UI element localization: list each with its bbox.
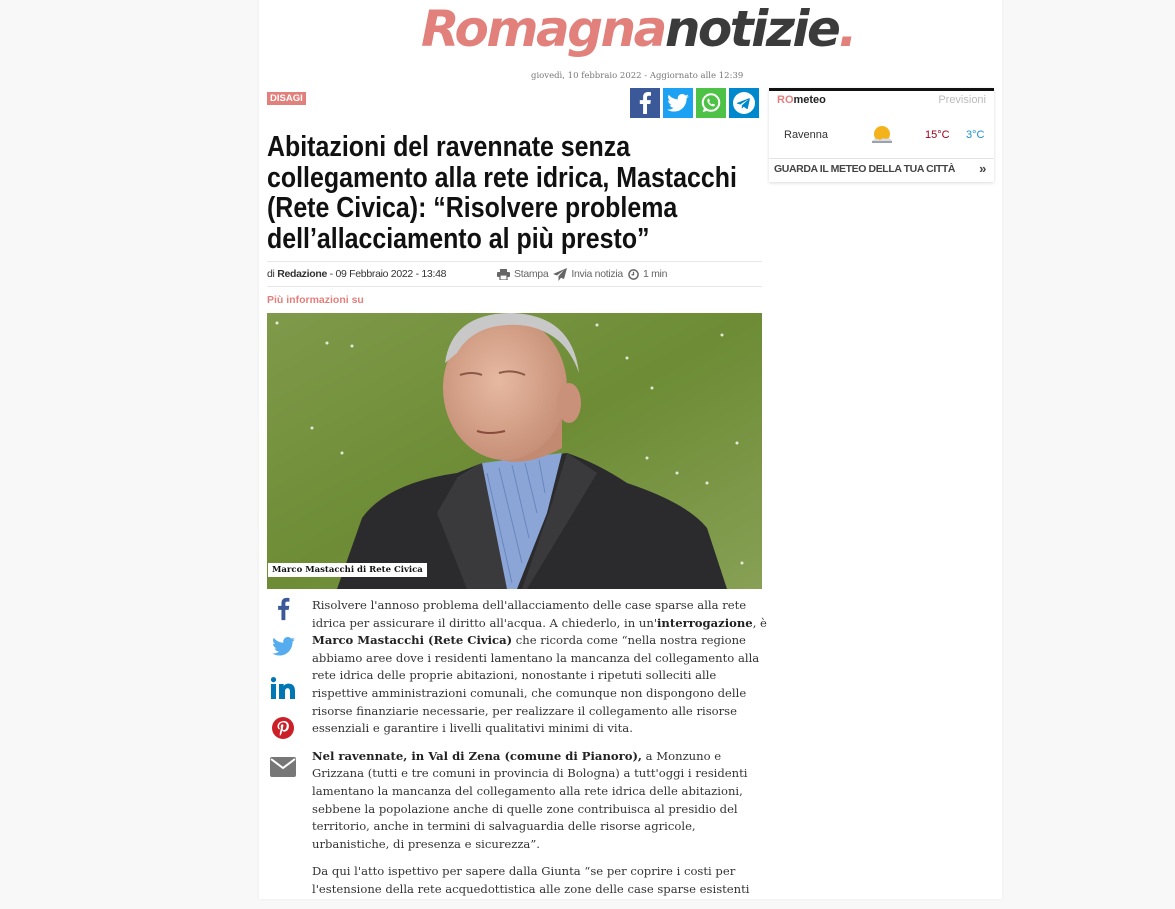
paragraph: Nel ravennate, in Val di Zena (comune di Pianoro), a Monzuno e Grizzana (tutti e tre comuni in provincia di Bologna) a tutt'oggi i residenti lamentano la mancanza del collegamento alla rete idrica delle abitazioni, sebbene la popolazione anche di quelle zone contribuisca al presidio del territorio, anche in termini di salvaguardia delle risorse agricole, urbanistiche, di presenza e sicurezza”. [312,748,748,851]
meteo-city-link[interactable]: GUARDA IL METEO DELLA TUA CITTÀ » [769,158,994,180]
temp-min: 3°C [966,129,985,141]
side-share-pinterest[interactable] [269,717,297,757]
page-container [259,0,1002,899]
share-telegram-button[interactable] [729,88,759,118]
forecast-link[interactable]: Previsioni [938,94,986,106]
article-meta [267,261,762,287]
whatsapp-icon [700,92,722,114]
facebook-icon [277,597,290,621]
share-whatsapp-button[interactable] [696,88,726,118]
byline: di Redazione - 09 Febbraio 2022 - 13:48 [267,268,447,280]
meteo-brand[interactable]: ROmeteo [777,94,826,106]
dateline: giovedì, 10 febbraio 2022 - Aggiornato alle 12:39 [531,71,744,81]
side-share-facebook[interactable] [269,597,297,637]
side-share-linkedin[interactable] [269,677,297,717]
temp-max: 15°C [925,129,950,141]
photo-caption: Marco Mastacchi di Rete Civica [268,563,427,577]
author-link[interactable]: Redazione [277,268,328,280]
paragraph: Risolvere l'annoso problema dell'allacciamento delle case sparse alla rete idrica per assicurare il diritto all'acqua. A chiederlo, in un'interrogazione, è Marco Mastacchi (Rete Civica) che ricorda come “nella nostra regione abbiamo aree dove i residenti lamentano la mancanza del collegamento alla rete idrica delle proprie abitazioni, nonostante i ripetuti solleciti alle rispettive amministrazioni comunali, che comunque non dispongono delle risorse finanziarie necessarie, per realizzare il collegamento alle risorse essenziali e garantire i livelli qualitativi minimi di vita. [312,598,767,736]
article-photo [267,313,762,589]
paper-plane-icon [553,268,567,281]
side-share-email[interactable] [269,757,297,797]
linkedin-icon [271,677,295,699]
share-twitter-button[interactable] [663,88,693,118]
double-chevron-right-icon: » [979,161,986,176]
printer-icon [497,269,510,280]
paragraph: Da qui l'atto ispettivo per sapere dalla Giunta “se per coprire i costi per l'estensione della rete acquedottistica alle zone delle case sparse esistenti [312,864,750,896]
print-button[interactable]: Stampa [497,268,548,280]
article-body [312,597,767,909]
side-share-twitter[interactable] [269,637,297,677]
twitter-icon [667,94,689,112]
pinterest-icon [272,717,294,739]
meteo-city: Ravenna [784,129,829,141]
partly-cloudy-sun-icon [871,125,893,150]
category-badge[interactable]: DISAGI [267,92,306,105]
more-info-label: Più informazioni su [267,294,364,306]
send-news-button[interactable]: Invia notizia [553,268,623,281]
email-icon [270,757,296,777]
read-time: 1 min [628,268,667,280]
share-bar-side [269,597,297,797]
facebook-icon [638,92,652,114]
share-bar-top [630,88,759,118]
twitter-icon [272,637,295,656]
article-headline: Abitazioni del ravennate senza collegamento alla rete idrica, Mastacchi (Rete Civica): “Risolvere problema dell’allacciamento al più presto” [267,131,737,255]
clock-icon [628,269,639,280]
portrait-image [267,313,762,589]
telegram-icon [732,91,756,115]
site-logo[interactable]: Romagnanotizie. [421,0,855,58]
meteo-widget [769,88,994,182]
share-facebook-button[interactable] [630,88,660,118]
